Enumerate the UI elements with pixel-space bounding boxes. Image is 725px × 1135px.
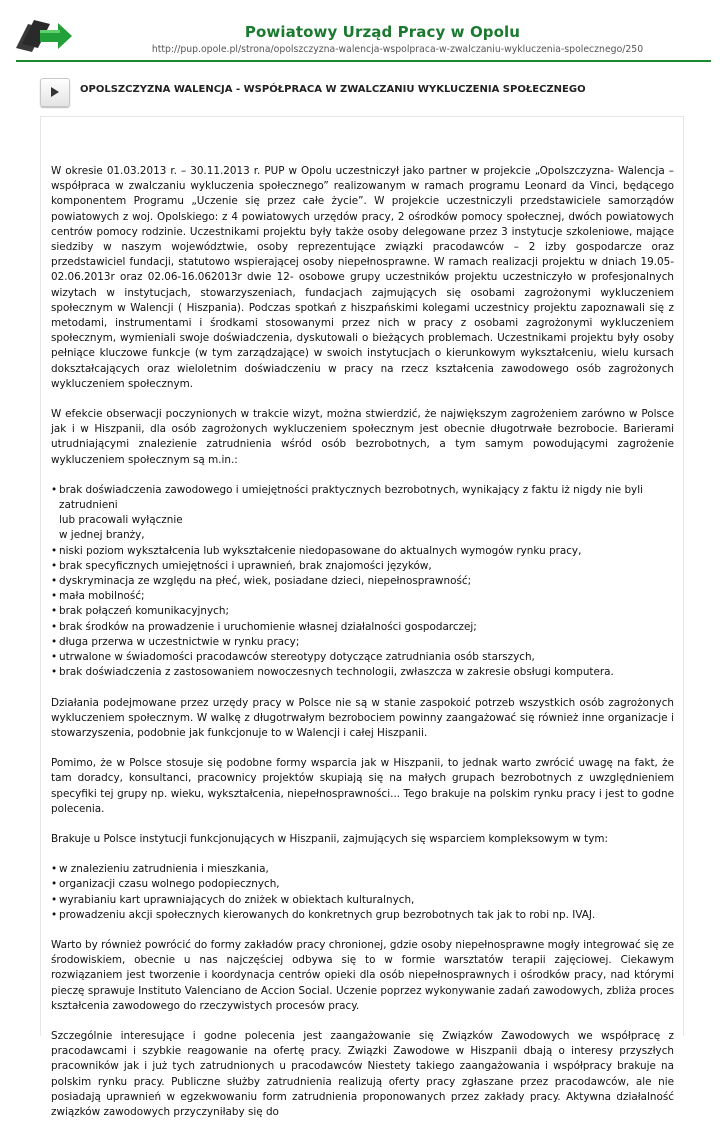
support-list [51, 862, 674, 923]
article-paragraph-5: Brakuje u Polsce instytucji funkcjonujących w Hiszpanii, zajmujących się wsparciem kompleksowym w tym: [51, 832, 608, 845]
article-paragraph-7: Szczególnie interesujące i godne polecenia jest zaangażowanie się Związków Zawodowych we współpracę z pracodawcami i szybkie reagowanie na ofertę pracy. Związki Zawodowe w Hiszpanii dbają o interesy przyszłych pracowników jak i już tych zatrudnionych u pracodawców Niestety takiego zaangażowania i współpracy brakuje na polskim rynku pracy. Publiczne służby zatrudnienia realizują oferty pracy zgłaszane przez pracodawców, ale nie posiadają uprawnień w egzekwowaniu form zatrudnienia proponowanych przez zakłady pracy. Aktywna działalność związków zawodowych przyczyniłaby się do [51, 1029, 674, 1118]
site-title: Powiatowy Urząd Pracy w Opolu [244, 23, 521, 41]
arrow-button[interactable] [40, 78, 70, 107]
barriers-list [51, 483, 674, 681]
list-item: • brak środków na prowadzenie i uruchomienie własnej działalności gospodarczej; [51, 620, 674, 635]
page-title: OPOLSZCZYZNA WALENCJA - WSPÓŁPRACA W ZWALCZANIU WYKLUCZENIA SPOŁECZNEGO [80, 84, 586, 95]
list-item: • dyskryminacja ze względu na płeć, wiek, posiadane dzieci, niepełnosprawność; [51, 574, 674, 589]
list-item: • w znalezieniu zatrudnienia i mieszkania, [51, 862, 674, 877]
list-item: • niski poziom wykształcenia lub wykształcenie niedopasowane do aktualnych wymogów rynku pracy, [51, 544, 674, 559]
page-url: http://pup.opole.pl/strona/opolszczyzna-walencja-wspolpraca-w-zwalczaniu-wykluczenia-spolecznego/250 [151, 44, 644, 55]
list-item-text: lub pracowali wyłącznie [59, 514, 183, 527]
list-item-text: w jednej branży, [59, 529, 145, 542]
list-item-text: • brak doświadczenia zawodowego i umiejętności praktycznych bezrobotnych, wynikający z faktu iż nigdy nie byli zatrudnieni [59, 483, 643, 512]
article-body [51, 164, 674, 1135]
list-item: • mała mobilność; [51, 589, 674, 604]
article-paragraph-6: Warto by również powrócić do formy zakładów pracy chronionej, gdzie osoby niepełnosprawne mogły integrować się ze środowiskiem, obecnie u nas najczęściej odbywa się to w formie warsztatów terapii zajęciowej. Ciekawym rozwiązaniem jest tworzenie i koordynacja centrów opieki dla osób niepełnosprawnych i ośrodków pracy, nad którymi pieczę sprawuje Instituto Valenciano de Accion Social. Uczenie poprzez wykonywanie zadań zawodowych, zbliża proces kształcenia zawodowego do rzeczywistych procesów pracy. [51, 938, 674, 1012]
chevron-right-icon [50, 86, 60, 98]
list-item: • długa przerwa w uczestnictwie w rynku pracy; [51, 635, 674, 650]
article-paragraph-4: Pomimo, że w Polsce stosuje się podobne formy wsparcia jak w Hiszpanii, to jednak warto zwrócić uwagę na fakt, że tam doradcy, konsultanci, pracownicy projektów skupiają się na małych grupach bezrobotnych z uwzględnieniem specyfiki tej grupy np. wieku, wykształcenia, niepełnosprawności... Tego brakuje na polskim rynku pracy i jest to godne polecenia. [51, 757, 674, 815]
list-item: • prowadzeniu akcji społecznych kierowanych do konkretnych grup bezrobotnych tak jak to robi np. IVAJ. [51, 908, 674, 923]
list-item: • wyrabianiu kart uprawniających do zniżek w obiektach kulturalnych, [51, 893, 674, 908]
list-item: • brak specyficznych umiejętności i uprawnień, brak znajomości języków, [51, 559, 674, 574]
list-item: • utrwalone w świadomości pracodawców stereotypy dotyczące zatrudniania osób starszych, [51, 650, 674, 665]
header-divider [16, 60, 711, 62]
list-item: • brak doświadczenia z zastosowaniem nowoczesnych technologii, zwłaszcza w zakresie obsługi komputera. [51, 665, 674, 680]
article-paragraph-2: W efekcie obserwacji poczynionych w trakcie wizyt, można stwierdzić, że największym zagrożeniem zarówno w Polsce jak i w Hiszpanii, dla osób zagrożonych wykluczeniem społecznym jest obecnie długotrwałe bezrobocie. Barierami utrudniającymi znalezienie zatrudnienia wśród osób bezrobotnych, a tym samym powodującymi zagrożenie wykluczeniem społecznym są m.in.: [51, 408, 674, 466]
list-item: • brak połączeń komunikacyjnych; [51, 604, 674, 619]
list-item: • organizacji czasu wolnego podopiecznych, [51, 877, 674, 892]
article-paragraph-3: Działania podejmowane przez urzędy pracy w Polsce nie są w stanie zaspokoić potrzeb wszystkich osób zagrożonych wykluczeniem społecznym. W walkę z długotrwałym bezrobociem powinny zaangażować się również inne organizacje i stowarzyszenia, podobnie jak funkcjonuje to w Walencji i całej Hiszpanii. [51, 696, 674, 739]
article-paragraph-1: W okresie 01.03.2013 r. – 30.11.2013 r. PUP w Opolu uczestniczył jako partner w projekcie „Opolszczyzna- Walencja – współpraca w zwalczaniu wykluczenia społecznego” realizowanym w ramach programu Leonard da Vinci, będącego komponentem Programu „Uczenie się przez całe życie”. W projekcie uczestniczyli przedstawiciele samorządów powiatowych z woj. Opolskiego: z 4 powiatowych urzędów pracy, 2 ośrodków pomocy społecznej, dwóch powiatowych centrów pomocy rodzinie. Uczestnikami projektu były także osoby delegowane przez 3 instytucje szkoleniowe, mające siedziby w naszym województwie, osoby reprezentujące związki pracodawców – 2 izby gospodarcze oraz przedstawiciel fundacji, statutowo wspierającej osoby niepełnosprawne. W ramach realizacji projektu w dniach 19.05-02.06.2013r oraz 02.06-16.062013r dwie 12- osobowe grupy uczestników projektu uczestniczyło w profesjonalnych wizytach w instytucjach, stowarzyszeniach, fundacjach zajmujących się osobami zagrożonymi wykluczeniem społecznym w Walencji ( Hiszpania). Podczas spotkań z hiszpańskimi kolegami uczestnicy projektu zapoznawali się z metodami, instrumentami i środkami stosowanymi przez nich w pracy z osobami zagrożonymi wykluczeniem społecznym, wymieniali swoje doświadczenia, dyskutowali o bieżących problemach. Uczestnikami projektu były osoby pełniące kluczowe funkcje (w tym zarządzające) w swoich instytucjach o kierunkowym wykształceniu, wielu kursach dokształcających oraz wieloletnim doświadczeniu w pracy na rzecz kształcenia zawodowego osób zagrożonych wykluczeniem społecznym. [51, 165, 674, 390]
page-header [0, 0, 725, 64]
page-heading-row [40, 76, 685, 108]
list-item [51, 483, 674, 544]
